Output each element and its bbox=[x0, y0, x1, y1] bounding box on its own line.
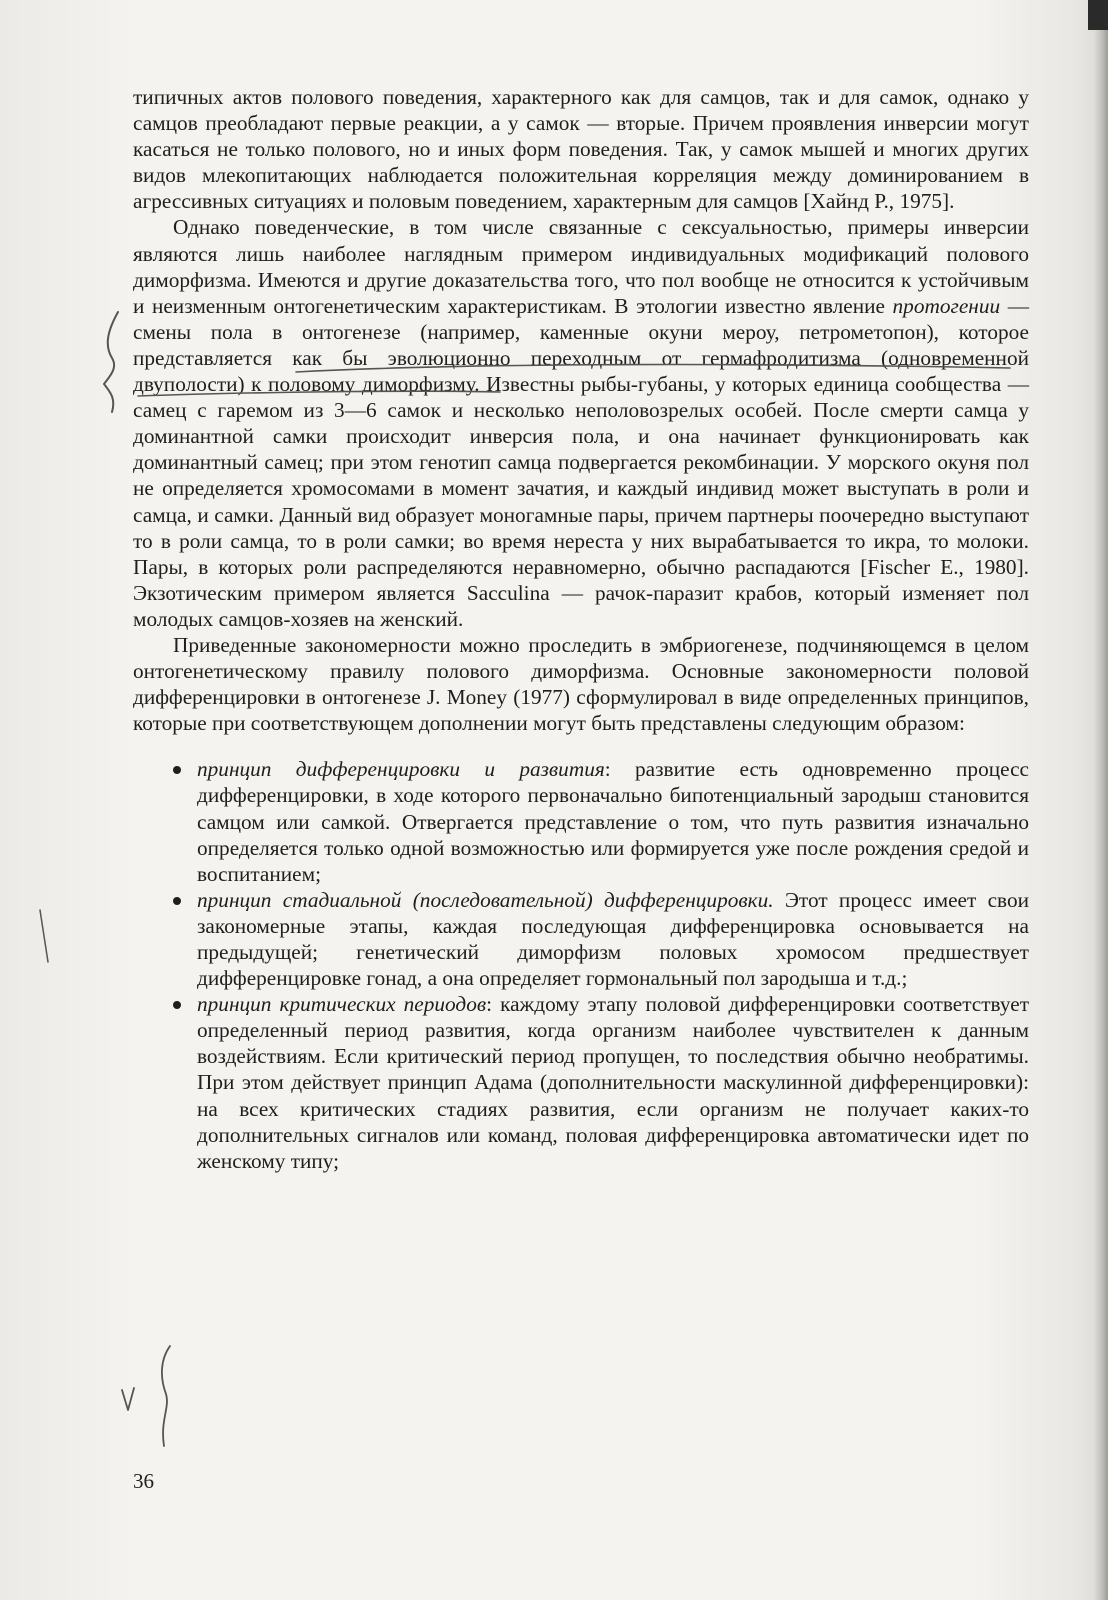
list-item bbox=[133, 991, 1029, 1174]
list-item-term: принцип критических периодов bbox=[197, 992, 487, 1017]
list-item-text: Этот процесс имеет свои закономерные этапы, каждая последующая дифференцировка основывается на предыдущей; генетический диморфизм половых хромосом предшествует дифференцировке гонад, а она определяет гормональный пол зародыша и т.д.; bbox=[197, 887, 1030, 991]
paragraph-1: типичных актов полового поведения, характерного как для самцов, так и для самок, однако у самцов преобладают первые реакции, а у самок — вторые. Причем проявления инверсии могут касаться не только полового, но и иных форм поведения. Так, у самок мышей и многих других видов млекопитающих наблюдается положительная корреляция между доминированием в агрессивных ситуациях и половым поведением, характерным для самцов [Хайнд Р., 1975]. bbox=[133, 85, 1029, 214]
list-item-text: : развитие есть одновременно процесс дифференцировки, в ходе которого первоначально бипотенциальный зародыш становится самцом или самкой. Отвергается представление о том, что путь развития изначально определяется только одной возможностью или формируется уже после рождения средой и воспитанием; bbox=[197, 757, 1030, 886]
paragraph-2-end: — смены пола в онтогенезе (например, каменные окуни мероу, петрометопон), которое представляется как бы эволюционно переходным от гермафродитизма (одновременной двуполости) к половому диморфизму. Известны рыбы-губаны, у которых единица сообщества — самец с гаремом из 3—6 самок и несколько неполовозрелых особей. После смерти самца у доминантной самки происходит инверсия пола, и она начинает функционировать как доминантный самец; при этом генотип самца подвергается рекомбинации. У морского окуня пол не определяется хромосомами в момент зачатия, и каждый индивид может выступать в роли и самца, и самки. Данный вид образует моногамные пары, причем партнеры поочередно выступают то в роли самца, то в роли самки; во время нереста у них вырабатывается то икра, то молоки. Пары, в которых роли распределяются неравномерно, обычно распадаются [Fischer E., 1980]. Экзотическим примером является Sacculina — рачок-паразит крабов, который изменяет пол молодых самцов-хозяев на женский. bbox=[133, 293, 1030, 631]
paragraph-2 bbox=[133, 214, 1029, 632]
list-item-term: принцип стадиальной (последовательной) дифференцировки. bbox=[197, 887, 774, 912]
list-item bbox=[133, 756, 1029, 886]
corner-mark bbox=[1088, 0, 1108, 30]
page-number: 36 bbox=[133, 1469, 154, 1493]
bullet-icon bbox=[173, 897, 181, 905]
paragraph-2-start: Однако поведенческие, в том числе связанные с сексуальностью, примеры инверсии являются лишь наиболее наглядным примером индивидуальных модификаций полового диморфизма. Имеются и другие доказательства того, что пол вообще не относится к устойчивым и неизменным онтогенетическим характеристикам. В этологии известно явление bbox=[133, 215, 1029, 318]
principles-list bbox=[133, 756, 1029, 1174]
bullet-icon bbox=[173, 1001, 181, 1009]
term-protogeny: протогении bbox=[892, 293, 1001, 318]
list-item-term: принцип дифференцировки и развития bbox=[197, 757, 605, 782]
page-edge-shadow bbox=[1094, 0, 1108, 1600]
bullet-icon bbox=[173, 766, 181, 774]
body-text bbox=[133, 84, 1029, 1174]
paragraph-3: Приведенные закономерности можно проследить в эмбриогенезе, подчиняющемся в целом онтогенетическому правилу полового диморфизма. Основные закономерности половой дифференцировки в онтогенезе J. Money (1977) сформулировал в виде определенных принципов, которые при соответствующем дополнении могут быть представлены следующим образом: bbox=[133, 632, 1029, 736]
list-item bbox=[133, 887, 1029, 991]
list-item-text: : каждому этапу половой дифференцировки соответствует определенный период развития, когда организм наиболее чувствителен к данным воздействиям. Если критический период пропущен, то последствия обычно необратимы. При этом действует принцип Адама (дополнительности маскулинной дифференцировки): на всех критических стадиях развития, если организм не получает каких-то дополнительных сигналов или команд, половая дифференцировка автоматически идет по женскому типу; bbox=[197, 992, 1030, 1173]
